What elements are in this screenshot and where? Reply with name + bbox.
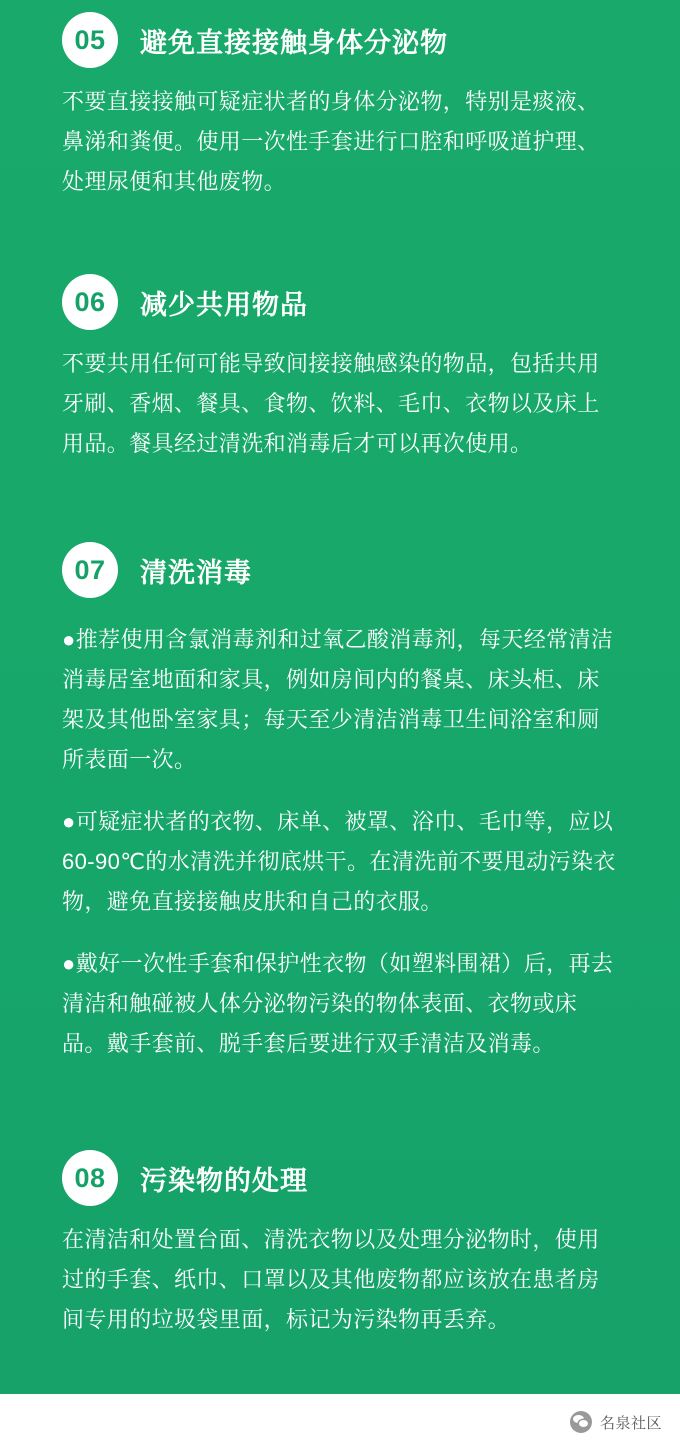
section-07-paragraph-2: ●可疑症状者的衣物、床单、被罩、浴巾、毛巾等，应以60-90℃的水清洗并彻底烘干。在清洗前不要甩动污染衣物，避免直接接触皮肤和自己的衣服。 bbox=[62, 809, 616, 914]
section-06 bbox=[62, 202, 618, 464]
section-07-header bbox=[62, 542, 618, 598]
footer-account-name: 名泉社区 bbox=[599, 1414, 662, 1432]
section-07 bbox=[62, 464, 618, 1064]
footer-account[interactable] bbox=[570, 1411, 662, 1433]
wechat-icon bbox=[570, 1411, 592, 1433]
section-08-paragraph-1: 在清洁和处置台面、清洗衣物以及处理分泌物时，使用过的手套、纸巾、口罩以及其他废物都应该放在患者房间专用的垃圾袋里面，标记为污染物再丢弃。 bbox=[62, 1227, 600, 1332]
section-06-number: 06 bbox=[62, 274, 118, 330]
section-07-paragraph-1: ●推荐使用含氯消毒剂和过氧乙酸消毒剂，每天经常清洁消毒居室地面和家具，例如房间内的餐桌、床头柜、床架及其他卧室家具；每天至少清洁消毒卫生间浴室和厕所表面一次。 bbox=[62, 627, 614, 772]
section-06-paragraph-1: 不要共用任何可能导致间接接触感染的物品，包括共用牙刷、香烟、餐具、食物、饮料、毛巾、衣物以及床上用品。餐具经过清洗和消毒后才可以再次使用。 bbox=[62, 351, 600, 456]
section-08-header bbox=[62, 1150, 618, 1206]
section-07-title: 清洗消毒 bbox=[140, 557, 252, 588]
section-08-title: 污染物的处理 bbox=[140, 1165, 308, 1196]
section-05 bbox=[62, 0, 618, 202]
section-05-number: 05 bbox=[62, 12, 118, 68]
section-05-title: 避免直接接触身体分泌物 bbox=[140, 27, 448, 58]
section-07-number: 07 bbox=[62, 542, 118, 598]
section-07-paragraph-3: ●戴好一次性手套和保护性衣物（如塑料围裙）后，再去清洁和触碰被人体分泌物污染的物体表面、衣物或床品。戴手套前、脱手套后要进行双手清洁及消毒。 bbox=[62, 951, 614, 1056]
section-08-number: 08 bbox=[62, 1150, 118, 1206]
section-05-header bbox=[62, 12, 618, 68]
section-05-paragraph-1: 不要直接接触可疑症状者的身体分泌物，特别是痰液、鼻涕和粪便。使用一次性手套进行口腔和呼吸道护理、处理尿便和其他废物。 bbox=[62, 89, 600, 194]
section-06-title: 减少共用物品 bbox=[140, 289, 308, 320]
section-08 bbox=[62, 1064, 618, 1340]
footer-bar bbox=[0, 1394, 680, 1450]
section-06-header bbox=[62, 274, 618, 330]
